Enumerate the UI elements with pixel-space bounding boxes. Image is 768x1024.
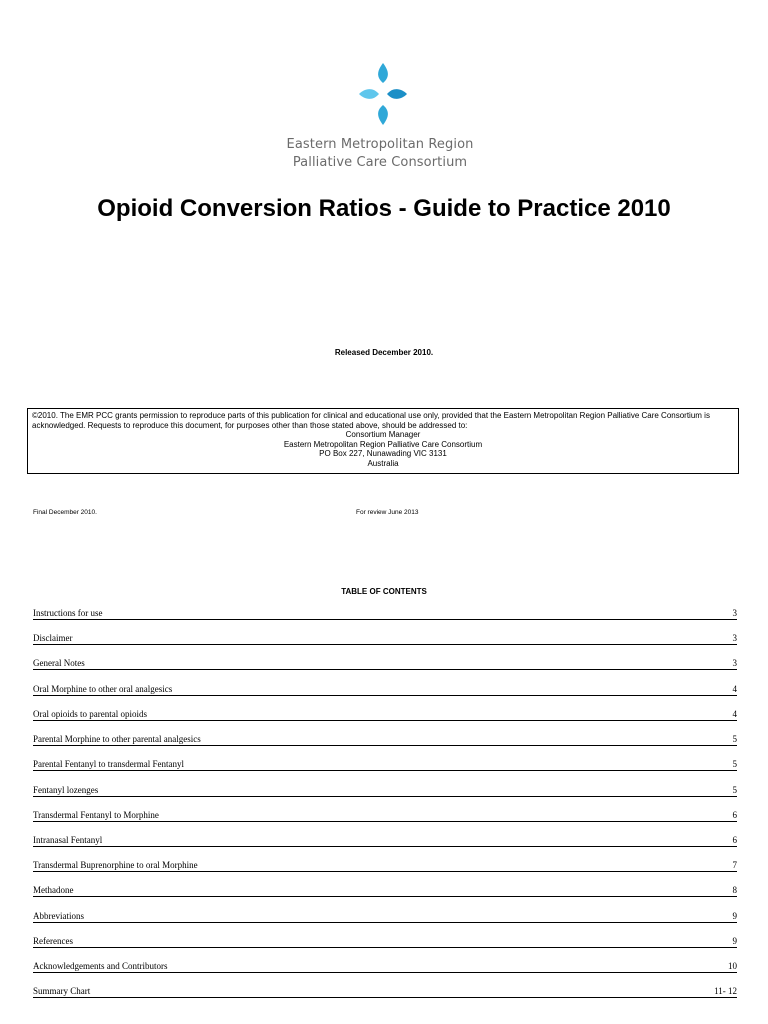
- toc-item-label: General Notes: [33, 658, 85, 668]
- final-date: Final December 2010.: [33, 509, 97, 516]
- logo-text-line2: Palliative Care Consortium: [292, 155, 468, 170]
- toc-item[interactable]: [33, 607, 737, 620]
- toc-item[interactable]: [33, 733, 737, 746]
- toc-item-label: Transdermal Fentanyl to Morphine: [33, 810, 159, 820]
- droplet-left: [359, 89, 379, 99]
- droplet-top: [378, 63, 388, 83]
- toc-item-label: Summary Chart: [33, 986, 91, 996]
- droplet-flower-icon: [355, 61, 411, 127]
- toc-item-label: Instructions for use: [33, 608, 103, 618]
- toc-item[interactable]: [33, 859, 737, 872]
- release-date: Released December 2010.: [334, 348, 434, 357]
- toc-item[interactable]: [33, 809, 737, 822]
- toc-item[interactable]: [33, 884, 737, 897]
- toc-item-label: Disclaimer: [33, 633, 73, 643]
- toc-item-page: 4: [732, 684, 737, 694]
- toc-item-page: 11- 12: [714, 986, 737, 996]
- toc-item[interactable]: [33, 834, 737, 847]
- toc-item-label: Parental Fentanyl to transdermal Fentanyl: [33, 759, 184, 769]
- toc-item-page: 3: [732, 608, 737, 618]
- toc-item-page: 3: [732, 633, 737, 643]
- droplet-right: [387, 89, 407, 99]
- toc-item-label: Abbreviations: [33, 911, 84, 921]
- toc-item-label: Transdermal Buprenorphine to oral Morphine: [33, 860, 198, 870]
- toc-item-page: 5: [732, 734, 737, 744]
- toc-heading: TABLE OF CONTENTS: [341, 587, 427, 596]
- toc-item-label: References: [33, 936, 73, 946]
- toc-item-page: 5: [732, 759, 737, 769]
- toc-item[interactable]: [33, 632, 737, 645]
- address-line: Eastern Metropolitan Region Palliative Care Consortium: [283, 439, 483, 449]
- copyright-text: ©2010. The EMR PCC grants permission to reproduce parts of this publication for clinical and educational use only, provided that the Eastern Metropolitan Region Palliative Care Consortium is acknowledged. Requests to reproduce this document, for purposes other than those stated above, should be addressed to:: [32, 411, 710, 430]
- toc-item-label: Oral Morphine to other oral analgesics: [33, 684, 173, 694]
- toc-item[interactable]: [33, 935, 737, 948]
- toc-item-label: Parental Morphine to other parental analgesics: [33, 734, 201, 744]
- toc-item[interactable]: [33, 985, 737, 998]
- address-line: Australia: [367, 458, 399, 468]
- toc-item-page: 6: [732, 810, 737, 820]
- toc-item-page: 8: [732, 885, 737, 895]
- droplet-bottom: [378, 105, 388, 125]
- toc-item[interactable]: [33, 683, 737, 696]
- consortium-logo: [285, 55, 485, 180]
- toc-item-page: 3: [732, 658, 737, 668]
- toc-item-label: Methadone: [33, 885, 74, 895]
- logo-text-line1: Eastern Metropolitan Region: [286, 137, 474, 152]
- copyright-box: [27, 408, 739, 474]
- toc-item-label: Acknowledgements and Contributors: [33, 961, 168, 971]
- toc-item[interactable]: [33, 784, 737, 797]
- review-date: For review June 2013: [356, 509, 419, 516]
- toc-item[interactable]: [33, 708, 737, 721]
- toc-item-label: Intranasal Fentanyl: [33, 835, 103, 845]
- toc-item[interactable]: [33, 758, 737, 771]
- toc-item-page: 10: [728, 961, 737, 971]
- toc-item[interactable]: [33, 910, 737, 923]
- toc-item-page: 6: [732, 835, 737, 845]
- toc-item-page: 9: [732, 911, 737, 921]
- toc-item-page: 9: [732, 936, 737, 946]
- toc-item-page: 4: [732, 709, 737, 719]
- address-line: PO Box 227, Nunawading VIC 3131: [319, 449, 447, 458]
- address-line: Consortium Manager: [345, 430, 421, 439]
- toc-item-label: Fentanyl lozenges: [33, 785, 99, 795]
- document-title: Opioid Conversion Ratios - Guide to Practice 2010: [97, 195, 671, 222]
- toc-item[interactable]: [33, 960, 737, 973]
- toc-item[interactable]: [33, 657, 737, 670]
- toc-item-page: 7: [732, 860, 737, 870]
- toc-item-label: Oral opioids to parental opioids: [33, 709, 147, 719]
- toc-item-page: 5: [732, 785, 737, 795]
